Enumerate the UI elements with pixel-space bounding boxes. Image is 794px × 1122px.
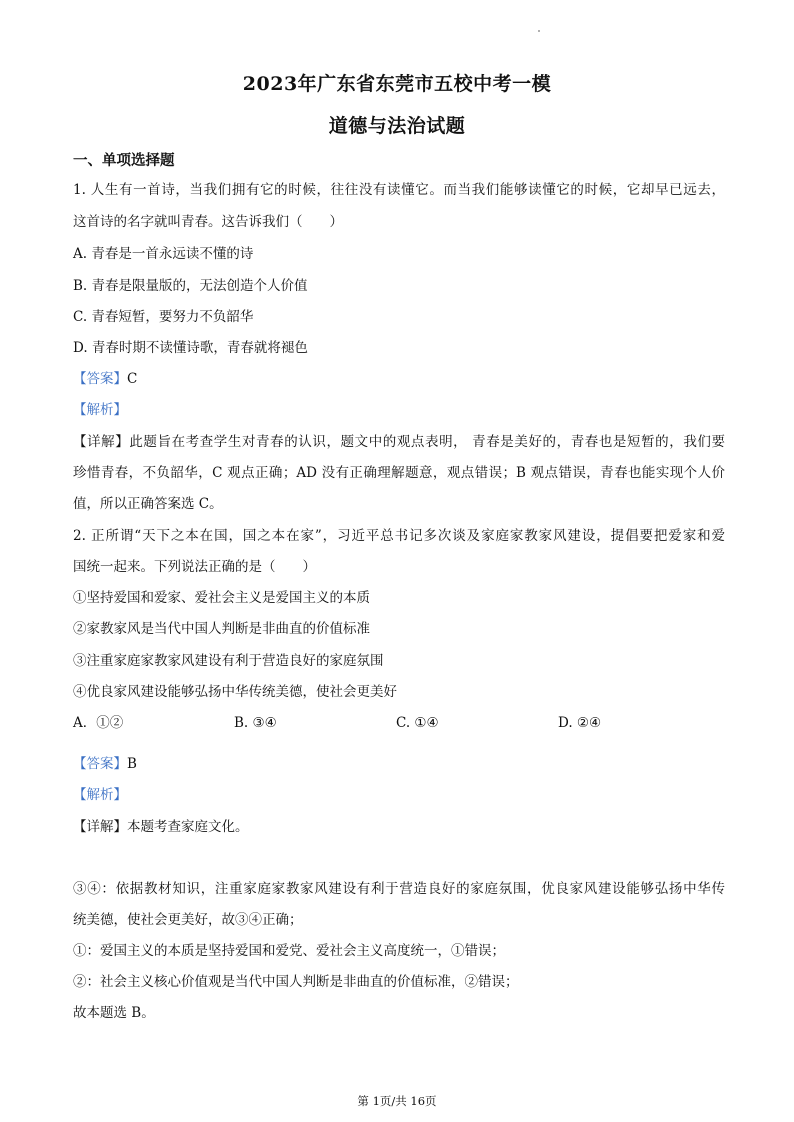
q2-statement-1: ①坚持爱国和爱家、爱社会主义是爱国主义的本质 — [73, 590, 370, 606]
scan-dot — [538, 30, 540, 32]
q1-option-b: B. 青春是限量版的，无法创造个人价值 — [73, 278, 308, 294]
detail-tag: 【详解】 — [73, 819, 127, 835]
q1-option-d: D. 青春时期不读懂诗歌，青春就将褪色 — [73, 340, 308, 356]
detail-text: 本题考查家庭文化。 — [127, 819, 249, 835]
q2-detail-line1 — [73, 817, 249, 837]
q2-answer — [73, 754, 137, 774]
q2-statement-3: ③注重家庭家教家风建设有利于营造良好的家庭氛围 — [73, 653, 384, 669]
q2-option-a: A．①② — [73, 715, 124, 731]
answer-tag: 【答案】 — [73, 756, 127, 772]
q1-option-c: C. 青春短暂，要努力不负韶华 — [73, 309, 254, 325]
analysis-tag: 【解析】 — [73, 402, 127, 418]
q2-stem-line1: 2. 正所谓“天下之本在国，国之本在家”，习近平总书记多次谈及家庭家教家风建设，提倡要把爱家和爱 — [73, 528, 725, 544]
q1-answer — [73, 369, 137, 389]
analysis-tag: 【解析】 — [73, 787, 127, 803]
q2-explanation-line2: 统美德，使社会更美好，故③④正确； — [73, 912, 303, 928]
detail-text: 此题旨在考查学生对青春的认识，题文中的观点表明， 青春是美好的，青春也是短暂的，我们要 — [129, 434, 725, 450]
q2-explanation-line4: ②：社会主义核心价值观是当代中国人判断是非曲直的价值标准，②错误； — [73, 974, 519, 990]
q2-explanation-line3: ①：爱国主义的本质是坚持爱国和爱党、爱社会主义高度统一，①错误； — [73, 943, 505, 959]
exam-title: 2023年广东省东莞市五校中考一模 — [242, 73, 552, 95]
q1-detail-line1 — [73, 432, 725, 452]
q2-option-b: B. ③④ — [234, 715, 277, 731]
q1-detail-line2: 珍惜青春，不负韶华，C 观点正确；AD 没有正确理解题意，观点错误；B 观点错误，青春也能实现个人价 — [73, 465, 725, 481]
answer-tag: 【答案】 — [73, 371, 127, 387]
q1-analysis — [73, 400, 127, 420]
answer-value: C — [127, 371, 138, 387]
q2-analysis — [73, 785, 127, 805]
q1-detail-line3: 值，所以正确答案选 C。 — [73, 496, 223, 512]
section-heading: 一、单项选择题 — [73, 152, 175, 169]
page-indicator: 第 1页/共 16页 — [357, 1094, 437, 1108]
q2-option-d: D. ②④ — [558, 715, 602, 731]
q2-explanation-line1: ③④：依据教材知识，注重家庭家教家风建设有利于营造良好的家庭氛围，优良家风建设能够弘扬中华传 — [73, 881, 725, 897]
q1-option-a: A. 青春是一首永远读不懂的诗 — [73, 246, 254, 262]
q2-statement-4: ④优良家风建设能够弘扬中华传统美德，使社会更美好 — [73, 684, 397, 700]
detail-tag: 【详解】 — [73, 434, 130, 450]
q1-stem-line1: 1. 人生有一首诗，当我们拥有它的时候，往往没有读懂它。而当我们能够读懂它的时候，它却早已远去， — [73, 182, 725, 198]
q2-option-c: C. ①④ — [396, 715, 439, 731]
q2-stem-line2: 国统一起来。下列说法正确的是（ ） — [73, 559, 316, 575]
q2-conclusion: 故本题选 B。 — [73, 1005, 155, 1021]
exam-subtitle: 道德与法治试题 — [328, 115, 466, 137]
answer-value: B — [127, 756, 137, 772]
q1-stem-line2: 这首诗的名字就叫青春。这告诉我们（ ） — [73, 214, 343, 230]
q2-statement-2: ②家教家风是当代中国人判断是非曲直的价值标准 — [73, 621, 370, 637]
